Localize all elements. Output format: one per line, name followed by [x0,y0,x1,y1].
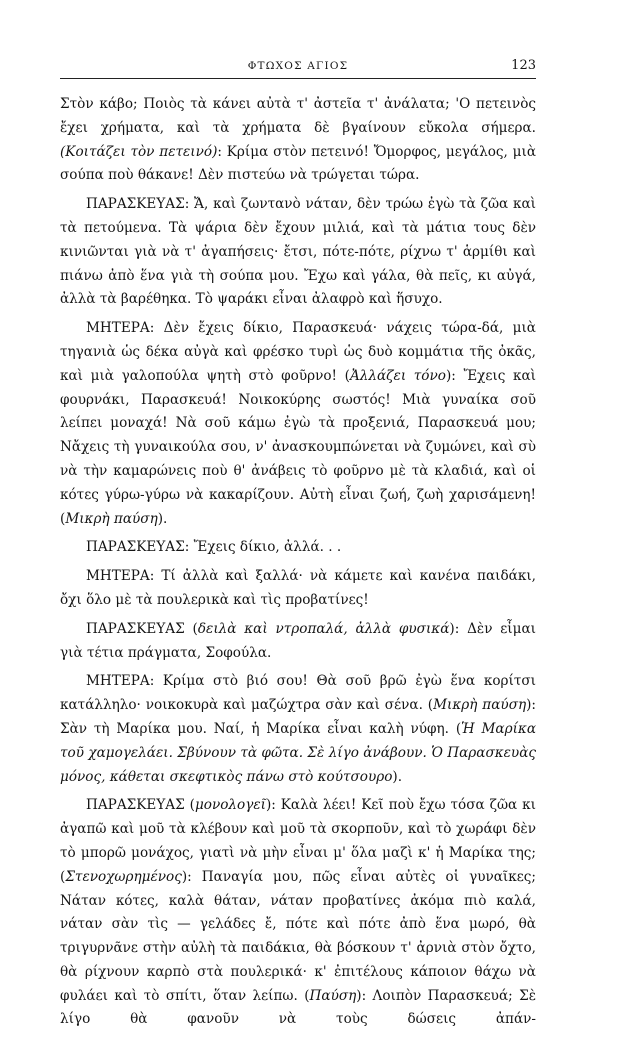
stage-direction: (Κοιτάζει τὸν πετεινό) [60,143,218,160]
text-segment: ): Λοιπὸν Παρασκευά; Σὲ λίγο θὰ φανοῦν νὰ τοὺς δώσεις ἀπάν- [60,987,536,1028]
stage-direction: Ἀλλάζει τόνο [349,367,446,384]
stage-direction: Μικρὴ παύση [433,697,527,714]
stage-direction: Μικρὴ παύση [65,510,158,527]
paragraph [60,193,536,312]
text-segment: ΠΑΡΑΣΚΕΥΑΣ ( [86,797,195,814]
running-header [60,58,536,79]
text-segment: Στὸν κάβο; Ποιὸς τὰ κάνει αὐτὰ τ' ἀστεῖα τ' ἀνάλατα; 'Ο πετεινὸς ἔχει χρήματα, καὶ τὰ χρήματα δὲ βγαίνουν εὔκολα σήμερα. [60,96,536,136]
text-segment: ): Παναγία μου, πῶς εἶναι αὐτὲς οἱ γυναῖκες; Νάταν κότες, καλὰ θάταν, νάταν προβατίνες ἀκόμα πιὸ καλά, νάταν σὰν τὶς — γελάδες ἔ, πότε καὶ πότε ἀπὸ ἕνα μωρό, θὰ τριγυρνᾶνε στὴν αὐλὴ τὰ παιδάκια, θὰ βόσκουν τ' ἀρνιὰ στὸν ὄχτο, θὰ ρίχνουν καρπὸ στὰ πουλερικά· κ' ἐπιτέλους κάποιον θάχω νὰ φυλάει καὶ τὸ σπίτι, ὅταν λείπω. ( [60,868,536,1004]
text-segment: ): Σὰν τὴ Μαρίκα μου. Ναί, ἡ Μαρίκα εἶναι καλὴ νύφη. ( [60,697,537,737]
paragraph [60,93,536,188]
text-segment: ). [392,768,403,785]
text-segment: ΠΑΡΑΣΚΕΥΑΣ ( [86,620,198,637]
text-segment: ): Δὲν εἶμαι γιὰ τέτια πράγματα, Σοφούλα. [60,620,536,661]
paragraph [60,317,536,531]
stage-direction: μονολογεῖ [194,797,266,814]
paragraph [60,565,536,613]
stage-direction: Στενοχωρημένος [65,868,182,885]
paragraph [60,618,536,666]
stage-direction: δειλὰ καὶ ντροπαλά, ἀλλὰ φυσικά [197,620,450,637]
running-title: ΦΤΩΧΟΣ ΑΓΙΟΣ [247,60,349,72]
text-segment: ΜΗΤΕΡΑ: Δὲν ἔχεις δίκιο, Παρασκευά· νάχεις τώρα-δά, μιὰ τηγανιὰ ὡς δέκα αὐγὰ καὶ φρέσκο τυρὶ ὡς δυὸ κομμάτια τῆς ὀκᾶς, καὶ μιὰ γαλοπούλα ψητὴ στὸ φοῦρνο! ( [60,320,536,384]
text-segment: ΠΑΡΑΣΚΕΥΑΣ: Ἔχεις δίκιο, ἀλλά. . . [86,539,342,556]
text-segment: ): Καλὰ λέει! Κεῖ ποὺ ἔχω τόσα ζῶα κι ἀγαπῶ καὶ μοῦ τὰ κλέβουν καὶ μοῦ τὰ σκορποῦν, καὶ τὸ χωράφι δὲν τὸ μπορῶ μονάχος, γιατὶ νὰ μὴν εἶναι μ' ὅλα μαζὶ κ' ἡ Μαρίκα της; ( [60,797,536,885]
text-segment: ΜΗΤΕΡΑ: Τί ἀλλὰ καὶ ξαλλά· νὰ κάμετε καὶ κανένα παιδάκι, ὄχι ὅλο μὲ τὰ πουλερικὰ καὶ τὶς προβατίνες! [60,568,536,608]
paragraph [60,794,536,1032]
page-number: 123 [511,58,536,73]
paragraph [60,536,536,560]
text-segment: : Κρίμα στὸν πετεινό! Ὄμορφος, μεγάλος, μιὰ σούπα ποὺ θάκανε! Δὲν πιστεύω νὰ τρώγεται τώρα. [60,143,537,184]
text-segment: ). [157,510,168,527]
stage-direction: Ἡ Μαρίκα τοῦ χαμογελάει. Σβύνουν τὰ φῶτα. Σὲ λίγο ἀνάβουν. Ὁ Παρασκευὰς μόνος, κάθεται σκεφτικὸς πάνω στὸ κούτσουρο [60,720,536,785]
text-segment: ΜΗΤΕΡΑ: Κρίμα στὸ βιό σου! Θὰ σοῦ βρῶ ἐγὼ ἕνα κορίτσι κατάλληλο· νοικοκυρὰ καὶ μαζώχτρα σὰν καὶ σένα. ( [60,673,536,714]
stage-direction: Παύση [309,987,357,1004]
body-text [60,93,536,1037]
text-segment: ΠΑΡΑΣΚΕΥΑΣ: Ἄ, καὶ ζωντανὸ νάταν, δὲν τρώω ἐγὼ τὰ ζῶα καὶ τὰ πετούμενα. Τὰ ψάρια δὲν ἔχουν μιλιά, καὶ τὰ μάτια τους δὲν κινιῶνται γιὰ νὰ τ' ἀγαπήσεις· ἔτσι, πότε-πότε, ρίχνω τ' ἁρμίθι καὶ πιάνω ἀπὸ ἕνα γιὰ τὴ σούπα μου. Ἔχω καὶ γάλα, θὰ πεῖς, κι αὐγά, ἀλλὰ τὰ βαρέθηκα. Τὸ ψαράκι εἶναι ἀλαφρὸ καὶ ἥσυχο. [60,196,536,308]
paragraph [60,670,536,789]
text-segment: ): Ἔχεις καὶ φουρνάκι, Παρασκευά! Νοικοκύρης σωστός! Μιὰ γυναίκα σοῦ λείπει μοναχά! Νὰ σοῦ κάμω ἐγὼ τὰ προξενιά, Παρασκευά μου; Νἄχεις τὴ γυναικούλα σου, ν' ἀνασκουμπώνεται νὰ ζυμώνει, καὶ σὺ νὰ τὴν καμαρώνεις ποὺ θ' ἀνάβεις τὸ φοῦρνο μὲ τὰ κλαδιά, καὶ οἱ κότες γύρω-γύρω νὰ κακαρίζουν. Αὐτὴ εἶναι ζωή, ζωὴ χαρισάμενη! ( [60,367,537,527]
